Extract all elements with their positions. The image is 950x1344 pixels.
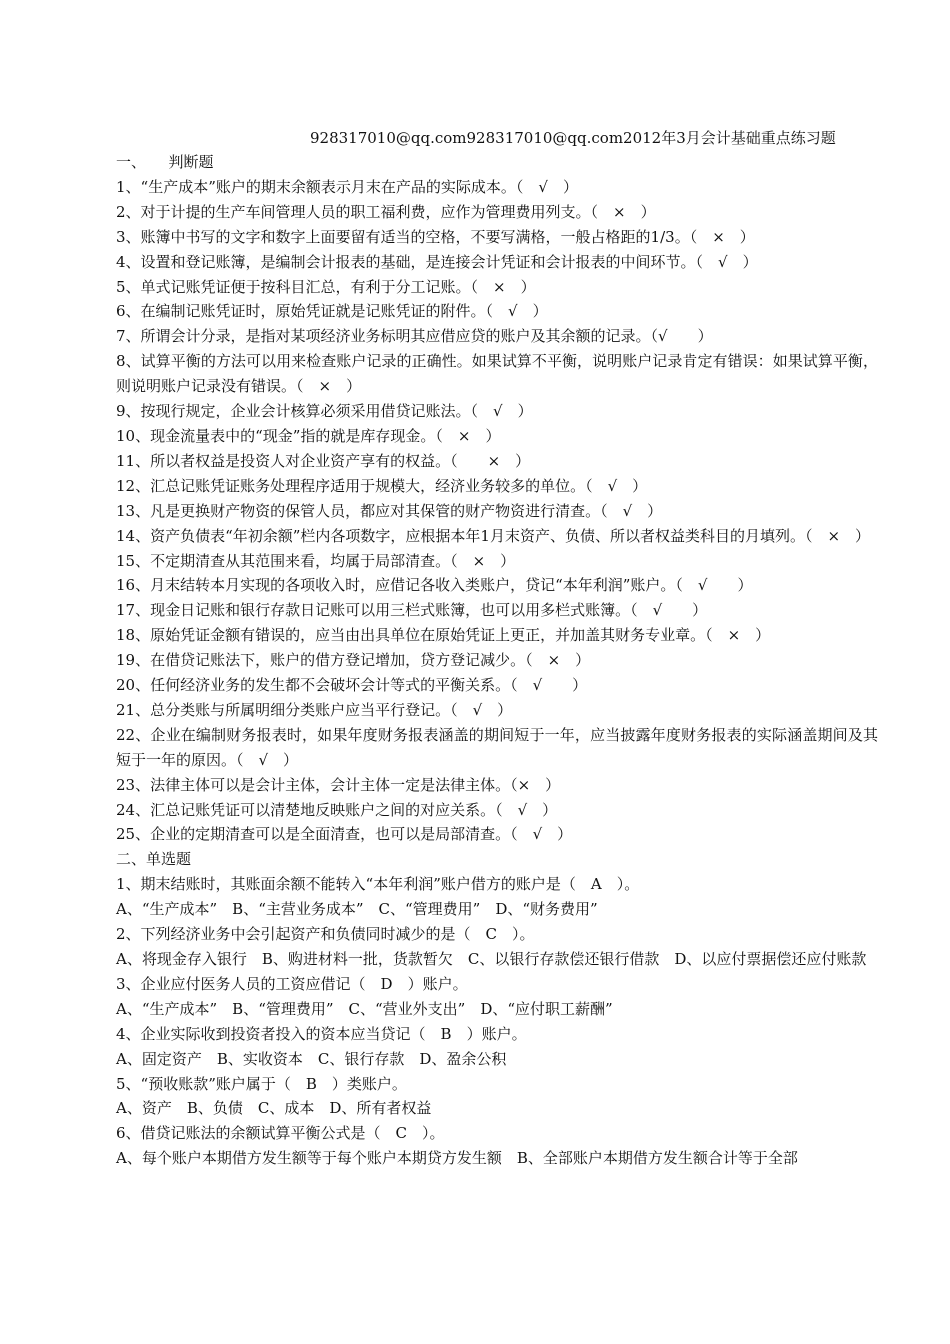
mc-question: 5、“预收账款”账户属于（ B ）类账户。 [116,1074,407,1093]
question-item: 19、在借贷记账法下，账户的借方登记增加，贷方登记减少。（ × ） [116,651,591,670]
question-item: 18、原始凭证金额有错误的，应当由出具单位在原始凭证上更正，并加盖其财务专业章。（ × ） [116,626,771,645]
mc-options: A、“生产成本” B、“管理费用” C、“营业外支出” D、“应付职工薪酬” [116,999,613,1018]
section-heading-judgment: 一、 判断题 [116,153,214,171]
mc-question: 1、期末结账时，其账面余额不能转入“本年利润”账户借方的账户是（ A ）。 [116,875,640,894]
mc-options: A、每个账户本期借方发生额等于每个账户本期贷方发生额 B、全部账户本期借方发生额合计等于全部 [116,1149,798,1168]
question-item: 21、总分类账与所属明细分类账户应当平行登记。（ √ ） [116,700,513,719]
mc-options: A、将现金存入银行 B、购进材料一批，货款暂欠 C、以银行存款偿还银行借款 D、以应付票据偿还应付账款 [116,950,867,968]
question-item: 11、所以者权益是投资人对企业资产享有的权益。（ × ） [116,451,531,470]
question-item: 2、对于计提的生产车间管理人员的职工福利费，应作为管理费用列支。（ × ） [116,202,656,221]
question-item: 8、试算平衡的方法可以用来检查账户记录的正确性。如果试算不平衡，说明账户记录肯定有错误：如果试算平衡，则说明账户记录没有错误。（ × ） [116,352,878,396]
mc-question: 4、企业实际收到投资者投入的资本应当贷记（ B ）账户。 [116,1024,527,1043]
question-item: 5、单式记账凭证便于按科目汇总，有利于分工记账。（ × ） [116,277,536,296]
mc-question: 3、企业应付医务人员的工资应借记（ D ）账户。 [116,974,468,993]
question-item: 20、任何经济业务的发生都不会破坏会计等式的平衡关系。（ √ ） [116,676,588,695]
document-title: 928317010@qq.com928317010@qq.com2012年3月会计基础重点练习题 [310,129,836,147]
question-item: 23、法律主体可以是会计主体，会计主体一定是法律主体。（× ） [116,775,561,794]
question-item: 13、凡是更换财产物资的保管人员，都应对其保管的财产物资进行清查。（ √ ） [116,501,663,520]
question-item: 15、不定期清查从其范围来看，均属于局部清查。（ × ） [116,551,516,570]
question-item: 16、月末结转本月实现的各项收入时，应借记各收入类账户，贷记“本年利润”账户。（ √ ） [116,576,753,595]
question-item: 25、企业的定期清查可以是全面清查，也可以是局部清查。（ √ ） [116,825,573,844]
section-heading-single-choice: 二、单选题 [116,850,192,869]
question-item: 7、所谓会计分录，是指对某项经济业务标明其应借应贷的账户及其余额的记录。（√ ） [116,327,713,346]
question-item: 24、汇总记账凭证可以清楚地反映账户之间的对应关系。（ √ ） [116,800,558,819]
question-item: 3、账簿中书写的文字和数字上面要留有适当的空格，不要写满格，一般占格距的1/3。（ × ） [116,227,755,246]
question-item: 1、“生产成本”账户的期末余额表示月末在产品的实际成本。（ √ ） [116,177,578,196]
question-item: 6、在编制记账凭证时，原始凭证就是记账凭证的附件。（ √ ） [116,302,548,321]
mc-question: 2、下列经济业务中会引起资产和负债同时减少的是（ C ）。 [116,925,535,944]
question-item: 10、现金流量表中的“现金”指的就是库存现金。（ × ） [116,426,501,445]
mc-options: A、“生产成本” B、“主营业务成本” C、“管理费用” D、“财务费用” [116,900,598,919]
mc-question: 6、借贷记账法的余额试算平衡公式是（ C ）。 [116,1124,445,1143]
question-item: 4、设置和登记账簿，是编制会计报表的基础，是连接会计凭证和会计报表的中间环节。（ √ ） [116,252,758,271]
mc-options: A、资产 B、负债 C、成本 D、所有者权益 [116,1099,432,1118]
question-item: 9、按现行规定，企业会计核算必须采用借贷记账法。（ √ ） [116,402,533,421]
question-item: 17、现金日记账和银行存款日记账可以用三栏式账簿，也可以用多栏式账簿。（ √ ） [116,601,708,620]
question-item: 14、资产负债表“年初余额”栏内各项数字，应根据本年1月末资产、负债、所以者权益类科目的月填列。（ × ） [116,526,871,545]
mc-options: A、固定资产 B、实收资本 C、银行存款 D、盈余公积 [116,1049,507,1068]
document-body [116,150,878,1171]
question-item: 22、企业在编制财务报表时，如果年度财务报表涵盖的期间短于一年，应当披露年度财务报表的实际涵盖期间及其短于一年的原因。（ √ ） [116,725,878,769]
question-item: 12、汇总记账凭证账务处理程序适用于规模大，经济业务较多的单位。（ √ ） [116,476,648,495]
